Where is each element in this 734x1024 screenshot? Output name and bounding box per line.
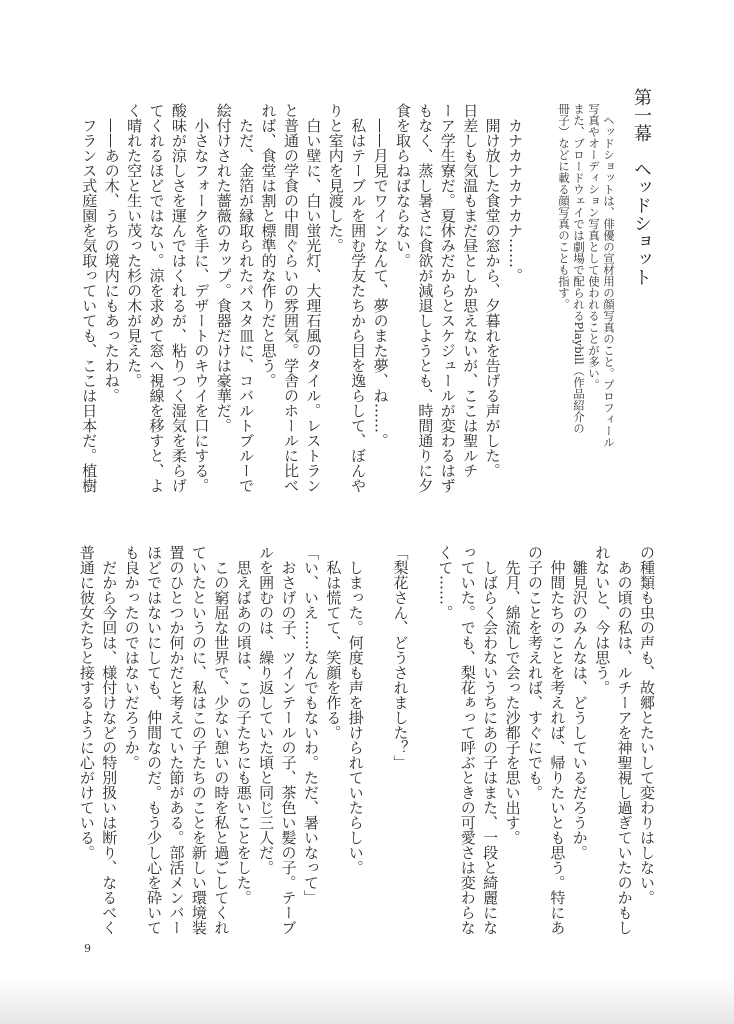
text-line: 日差しも気温もまだ昼としか思えないが、ここは聖ルチ — [461, 103, 480, 478]
text-line: 雛見沢のみんなは、どうしているだろうか。 — [570, 545, 589, 860]
text-line: 開け放した食堂の窓から、夕暮れを告げる声がした。 — [483, 103, 502, 478]
text-line: れないと、今は思う。 — [593, 545, 612, 695]
dialogue-line: 「梨花さん、どうされました？」 — [391, 545, 410, 770]
text-line: 仲間たちのことを考えれば、帰りたいとも思う。特にあ — [548, 545, 567, 935]
text-line: ——あの木、うちの境内にもあったわね。 — [102, 103, 121, 403]
chapter-title — [630, 88, 652, 308]
text-line: しまった。何度も声を掛けられていたらしい。 — [346, 545, 365, 875]
note-line: また、ブロードウェイでは劇場で配られるPlaybill（作品紹介の — [572, 103, 586, 434]
text-line: 絵付けされた薔薇のカップ。食器だけは豪華だ。 — [214, 103, 233, 433]
text-line: ——月見でワインなんて、夢のまた夢、ね……。 — [371, 103, 390, 448]
text-line: おさげの子、ツインテールの子、茶色い髪の子。テーブ — [279, 545, 298, 935]
lower-text-block — [75, 545, 658, 935]
text-line: あの頃の私は、ルチーアを神聖視し過ぎていたのかもし — [615, 545, 634, 935]
text-line: 思えばあの頃は、この子たちにも悪いことをした。 — [234, 545, 253, 905]
page-number: 9 — [84, 942, 91, 955]
text-line: 置のひとつか何かだと考えていた節がある。部活メンバー — [167, 545, 186, 935]
text-line: と普通の学食の中間ぐらいの雰囲気。学舎のホールに比べ — [281, 103, 300, 493]
text-line: く晴れた空と生い茂った杉の木が見えた。 — [125, 103, 144, 388]
text-line: ただ、金箔が縁取られたパスタ皿に、コバルトブルーで — [237, 103, 256, 493]
text-line: ほどではないにしても、仲間なのだ。もう少し心を砕いて — [145, 545, 164, 935]
text-line: っていた。でも、梨花ぁって呼ぶときの可愛さは変わらな — [458, 545, 477, 935]
text-line: 小さなフォークを手に、デザートのキウイを口にする。 — [192, 103, 211, 493]
blank-line — [367, 545, 389, 920]
text-line: 先月、綿流しで会った沙都子を思い出す。 — [503, 545, 522, 845]
text-line: 普通に彼女たちと接するように心がけている。 — [77, 545, 96, 860]
text-line: てくれるほどではない。涼を求めて窓へ視線を移すと、よ — [147, 103, 166, 493]
note-line: 写真やオーディション写真として使われることが多い。 — [587, 103, 601, 391]
text-line: ーア学生寮だ。夏休みだからとスケジュールが変わるはず — [438, 103, 457, 493]
text-line: れば、食堂は割と標準的な作りだと思う。 — [259, 103, 278, 388]
text-line: の種類も虫の声も、故郷とたいして変わりはしない。 — [638, 545, 656, 905]
text-line: 私はテーブルを囲む学友たちから目を逸らして、ぼんや — [349, 103, 368, 493]
note-line: ヘッドショットは、俳優の宣材用の顔写真のこと。プロフィール — [602, 103, 616, 448]
text-line: カナカナカナカナ……。 — [506, 103, 524, 283]
note-line: 冊子）などに載る顔写真のことも指す。 — [557, 103, 571, 310]
text-line: フランス式庭園を気取っていても、ここは日本だ。植樹 — [80, 103, 99, 493]
text-line: もなく、蒸し暑さに食欲が減退しようとも、時間通りに夕 — [416, 103, 435, 493]
text-line: だから今回は、様付けなどの特別扱いは断り、なるべく — [100, 545, 119, 935]
text-line: ルを囲むのは、繰り返していた頃と同じ三人だ。 — [257, 545, 276, 875]
text-line: も良かったのではないだろうか。 — [122, 545, 141, 770]
text-line: 食を取らねばならない。 — [393, 103, 412, 268]
text-line: の子のことを考えれば、すぐにでも。 — [525, 545, 544, 800]
text-line: くて……。 — [436, 545, 455, 620]
text-line: この窮屈な世界で、少ない憩いの時を私と過ごしてくれ — [212, 545, 231, 935]
text-line: 白い壁に、白い蛍光灯、大理石風のタイル。レストラン — [304, 103, 323, 493]
footnote-block — [556, 103, 616, 493]
text-line: 私は慌てて、笑顔を作る。 — [324, 545, 343, 740]
chapter-title-text: 第一幕 ヘッドショット — [631, 88, 652, 286]
blank-line — [412, 545, 434, 920]
upper-text-block — [78, 103, 526, 495]
text-line: りと室内を見渡した。 — [326, 103, 345, 253]
dialogue-line: 「い、いえ……なんでもないわ。ただ、暑いなって」 — [301, 545, 320, 905]
text-line: しばらく会わないうちにあの子はまた、一段と綺麗にな — [481, 545, 500, 935]
text-line: ていたというのに、私はこの子たちのことを新しい環境装 — [189, 545, 208, 935]
text-line: 酸味が涼しさを運んではくれるが、粘りつく湿気を柔らげ — [169, 103, 188, 493]
